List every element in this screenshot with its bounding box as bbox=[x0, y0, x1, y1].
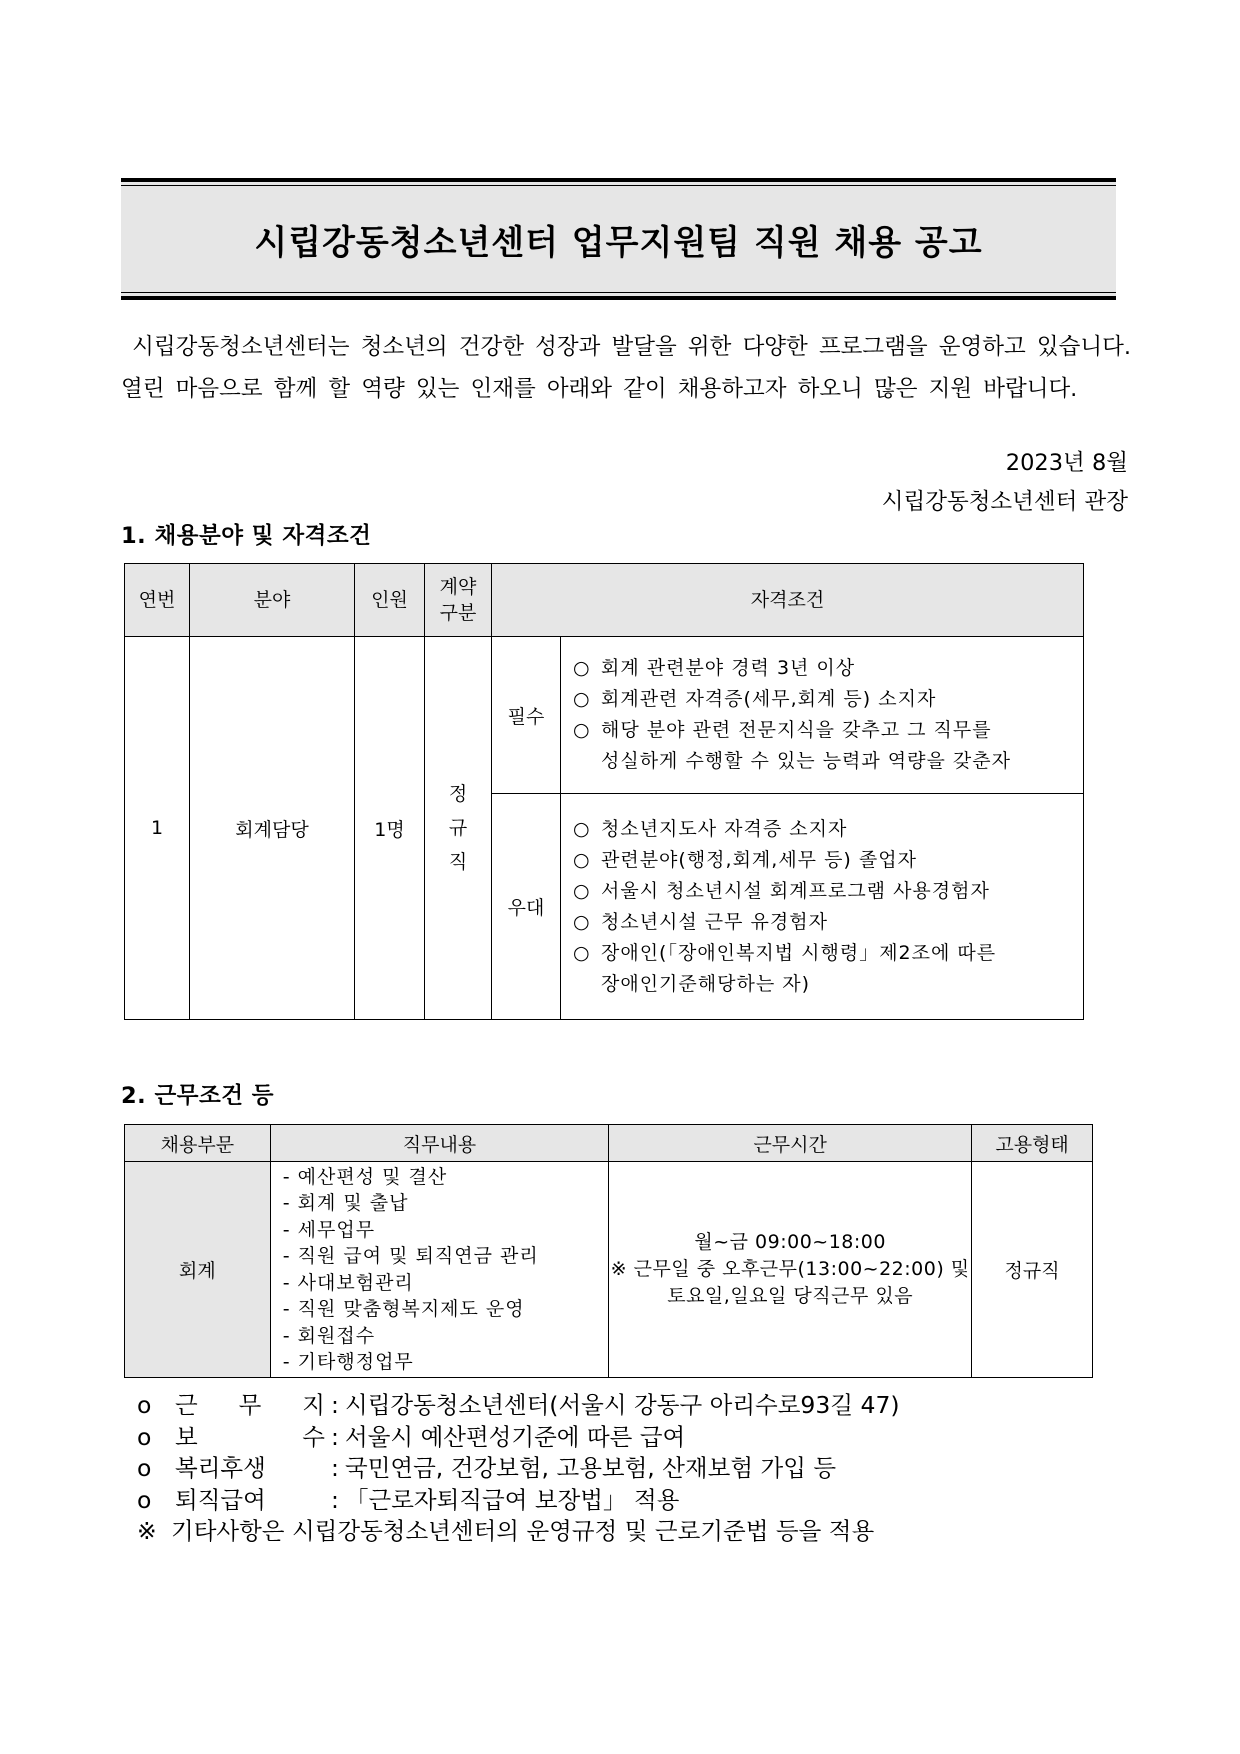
note-item bbox=[137, 1453, 900, 1485]
qualification-text: 회계 관련분야 경력 3년 이상 bbox=[601, 657, 856, 679]
preferred-list bbox=[573, 814, 1083, 1000]
qualification-continuation: 장애인기준해당하는 자) bbox=[601, 972, 810, 995]
table-header-row bbox=[125, 564, 1084, 637]
circle-bullet-icon: ○ bbox=[573, 719, 591, 741]
duty-item: - 예산편성 및 결산 bbox=[283, 1164, 608, 1191]
cell-field: 회계담당 bbox=[190, 637, 355, 1020]
note-value: 국민연금, 건강보험, 고용보험, 산재보험 가입 등 bbox=[345, 1454, 837, 1482]
note-label: 복리후생 bbox=[175, 1454, 266, 1482]
qualification-item bbox=[573, 938, 1083, 969]
signer: 시립강동청소년센터 관장 bbox=[881, 489, 1128, 515]
note-item bbox=[137, 1485, 900, 1517]
note-item bbox=[137, 1422, 900, 1454]
qualification-item bbox=[573, 746, 1083, 777]
table-header-row bbox=[125, 1125, 1093, 1162]
required-list bbox=[573, 653, 1083, 777]
qualification-text: 관련분야(행정,회계,세무 등) 졸업자 bbox=[601, 848, 917, 871]
cell-dept: 회계 bbox=[125, 1162, 271, 1378]
bullet-icon: o bbox=[137, 1454, 152, 1482]
qualification-item bbox=[573, 969, 1083, 1000]
intro-paragraph bbox=[121, 326, 1131, 410]
note-value: 「근로자퇴직급여 보장법」 적용 bbox=[345, 1485, 680, 1514]
header-duties: 직무내용 bbox=[270, 1125, 608, 1162]
table-row bbox=[125, 1162, 1093, 1378]
note-label: 보 수 bbox=[175, 1422, 325, 1451]
hours-line: 월~금 09:00~18:00 bbox=[694, 1231, 886, 1253]
contract-type-vertical: 정규직 bbox=[448, 783, 468, 873]
note-value: 시립강동청소년센터(서울시 강동구 아리수로93길 47) bbox=[345, 1391, 900, 1419]
qualification-item bbox=[573, 715, 1083, 746]
header-no: 연번 bbox=[125, 564, 190, 637]
remark-text: 기타사항은 시립강동청소년센터의 운영규정 및 근로기준법 등을 적용 bbox=[171, 1517, 875, 1545]
note-item bbox=[137, 1390, 900, 1422]
cell-preferred-items bbox=[561, 794, 1084, 1020]
page-title: 시립강동청소년센터 업무지원팀 직원 채용 공고 bbox=[254, 222, 983, 263]
duty-item: - 기타행정업무 bbox=[283, 1349, 608, 1376]
qualification-item bbox=[573, 684, 1083, 715]
reference-mark-icon: ※ bbox=[137, 1517, 157, 1545]
duty-item: - 세무업무 bbox=[283, 1217, 608, 1244]
cell-employment: 정규직 bbox=[972, 1162, 1093, 1378]
header-field: 분야 bbox=[190, 564, 355, 637]
duty-item: - 직원 급여 및 퇴직연금 관리 bbox=[283, 1243, 608, 1270]
note-label: 퇴직급여 bbox=[175, 1485, 266, 1514]
section-heading-qualifications: 1. 채용분야 및 자격조건 bbox=[121, 523, 372, 549]
bullet-icon: o bbox=[137, 1391, 152, 1419]
note-colon: : bbox=[331, 1422, 339, 1451]
bullet-icon: o bbox=[137, 1485, 152, 1514]
duty-item: - 회계 및 출납 bbox=[283, 1190, 608, 1217]
header-dept: 채용부문 bbox=[125, 1125, 271, 1162]
remark-note bbox=[137, 1516, 900, 1548]
cell-duties bbox=[270, 1162, 608, 1378]
qualification-item bbox=[573, 653, 1083, 684]
table-row bbox=[125, 637, 1084, 794]
circle-bullet-icon: ○ bbox=[573, 879, 591, 902]
duty-list bbox=[283, 1164, 608, 1376]
cell-hours bbox=[609, 1162, 972, 1378]
intro-text-content: 시립강동청소년센터는 청소년의 건강한 성장과 발달을 위한 다양한 프로그램을 운영하고 있습니다. 열린 마음으로 함께 할 역량 있는 인재를 아래와 같이 채용하고자 하오니 많은 지원 바랍니다. bbox=[121, 334, 1131, 402]
note-colon: : bbox=[331, 1454, 339, 1482]
note-label: 근 무 지 bbox=[175, 1391, 325, 1419]
header-employment: 고용형태 bbox=[972, 1125, 1093, 1162]
intro-text bbox=[121, 326, 1131, 410]
circle-bullet-icon: ○ bbox=[573, 910, 591, 933]
circle-bullet-icon: ○ bbox=[573, 941, 591, 964]
qualification-text: 서울시 청소년시설 회계프로그램 사용경험자 bbox=[601, 879, 990, 902]
circle-bullet-icon: ○ bbox=[573, 657, 591, 679]
header-contract-type bbox=[425, 564, 492, 637]
cell-count: 1명 bbox=[355, 637, 425, 1020]
qualification-continuation: 성실하게 수행할 수 있는 능력과 역량을 갖춘자 bbox=[601, 750, 1011, 772]
bullet-icon: o bbox=[137, 1422, 152, 1451]
qualification-item bbox=[573, 845, 1083, 876]
work-conditions-table bbox=[124, 1124, 1093, 1378]
duty-item: - 직원 맞춤형복지제도 운영 bbox=[283, 1296, 608, 1323]
qualification-text: 장애인(「장애인복지법 시행령」제2조에 따른 bbox=[601, 941, 997, 964]
header-hours: 근무시간 bbox=[609, 1125, 972, 1162]
notes-list bbox=[137, 1390, 900, 1548]
section-heading-conditions: 2. 근무조건 등 bbox=[121, 1083, 275, 1109]
note-colon: : bbox=[331, 1391, 339, 1419]
note-value: 서울시 예산편성기준에 따른 급여 bbox=[345, 1422, 686, 1451]
title-rule-bottom-thin bbox=[121, 292, 1116, 293]
circle-bullet-icon: ○ bbox=[573, 848, 591, 871]
hours-line: 토요일,일요일 당직근무 있음 bbox=[667, 1285, 914, 1307]
cell-required-label: 필수 bbox=[492, 637, 561, 794]
header-contract-type-text: 계약 구분 bbox=[439, 576, 477, 624]
duty-item: - 사대보험관리 bbox=[283, 1270, 608, 1297]
circle-bullet-icon: ○ bbox=[573, 688, 591, 710]
title-rule-bottom bbox=[121, 296, 1116, 300]
qualification-text: 청소년시설 근무 유경험자 bbox=[601, 910, 828, 933]
cell-required-items bbox=[561, 637, 1084, 794]
hours-line: ※ 근무일 중 오후근무(13:00~22:00) 및 bbox=[610, 1258, 970, 1280]
cell-contract-type bbox=[425, 637, 492, 1020]
title-box bbox=[121, 178, 1116, 300]
qualification-item bbox=[573, 876, 1083, 907]
announcement-date: 2023년 8월 bbox=[1005, 450, 1128, 476]
header-qualifications: 자격조건 bbox=[492, 564, 1084, 637]
qualifications-table bbox=[124, 563, 1084, 1020]
cell-preferred-label: 우대 bbox=[492, 794, 561, 1020]
qualification-item bbox=[573, 907, 1083, 938]
note-colon: : bbox=[331, 1485, 339, 1514]
qualification-item bbox=[573, 814, 1083, 845]
circle-bullet-icon: ○ bbox=[573, 817, 591, 840]
qualification-text: 청소년지도사 자격증 소지자 bbox=[601, 817, 848, 840]
header-count: 인원 bbox=[355, 564, 425, 637]
qualification-text: 회계관련 자격증(세무,회계 등) 소지자 bbox=[601, 688, 937, 710]
qualification-text: 해당 분야 관련 전문지식을 갖추고 그 직무를 bbox=[601, 719, 992, 741]
duty-item: - 회원접수 bbox=[283, 1323, 608, 1350]
cell-no: 1 bbox=[125, 637, 190, 1020]
